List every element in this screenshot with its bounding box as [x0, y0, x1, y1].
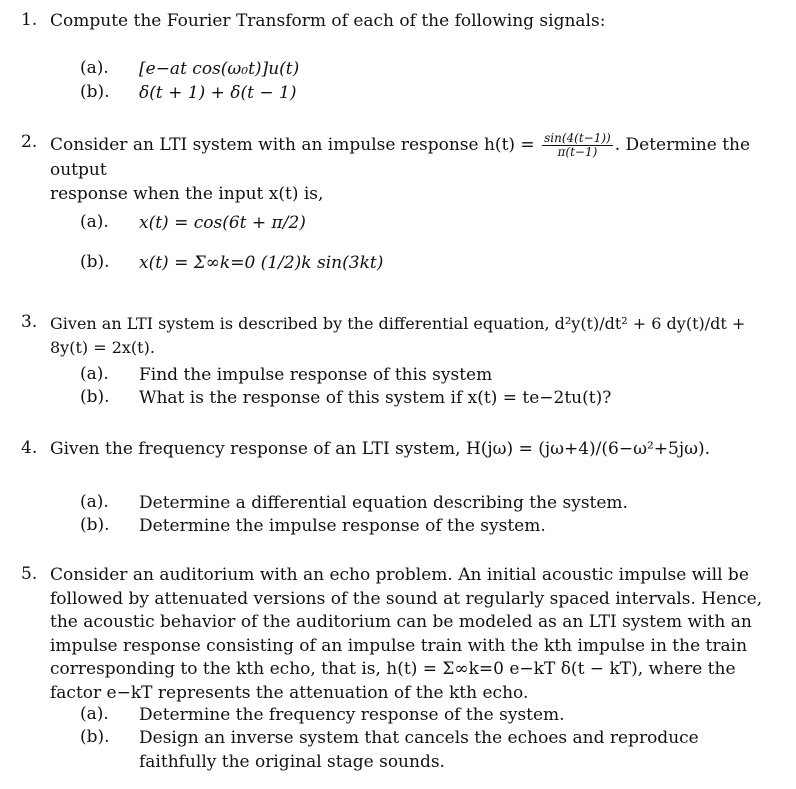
part-label: (a). [80, 364, 109, 384]
part-label: (b). [80, 82, 110, 102]
problem-text [50, 132, 788, 206]
part-label: (a). [80, 212, 109, 232]
part-label: (a). [80, 704, 109, 724]
problem-text: Given an LTI system is described by the differential equation, d²y(t)/dt² + 6 dy(t)/dt + 8y(t) = 2x(t). [50, 314, 746, 357]
part-label: (b). [80, 515, 110, 535]
part-label: (a). [80, 492, 109, 512]
problem-text: Compute the Fourier Transform of each of the following signals: [50, 11, 606, 31]
part-text: Design an inverse system that cancels the echoes and reproduce faithfully the original stage sounds. [139, 728, 699, 772]
part-text: What is the response of this system if x(t) = te−2tu(t)? [139, 388, 612, 408]
part-text: x(t) = Σ∞k=0 (1/2)k sin(3kt) [139, 253, 384, 273]
text-before: Consider an LTI system with an impulse response h(t) = [50, 135, 535, 155]
part-text: Determine the frequency response of the system. [139, 705, 565, 725]
fraction-numerator: sin(4(t−1)) [544, 131, 611, 145]
part-text: Find the impulse response of this system [139, 365, 493, 385]
problem-number: 1. [21, 10, 38, 30]
problem-number: 5. [21, 564, 38, 584]
text-after: . Determine the output [50, 135, 751, 180]
part-text: [e−at cos(ω₀t)]u(t) [139, 59, 300, 79]
text-line-2: response when the input x(t) is, [50, 183, 324, 204]
part-label: (a). [80, 58, 109, 78]
part-label: (b). [80, 387, 110, 407]
part-text: δ(t + 1) + δ(t − 1) [139, 83, 297, 103]
part-text: Determine a differential equation describing the system. [139, 493, 628, 513]
part-label: (b). [80, 252, 110, 272]
problem-text: Given the frequency response of an LTI system, H(jω) = (jω+4)/(6−ω²+5jω). [50, 439, 711, 459]
part-label: (b). [80, 727, 110, 747]
problem-number: 2. [21, 132, 38, 152]
part-text: x(t) = cos(6t + π/2) [139, 213, 306, 233]
fraction-denominator: π(t−1) [557, 145, 598, 159]
impulse-response-fraction [542, 132, 613, 159]
problem-text: Consider an auditorium with an echo problem. An initial acoustic impulse will be followed by attenuated versions of the sound at regularly spaced intervals. Hence, the acoustic behavior of the auditorium can be modeled as an LTI system with an impulse response consisting of an impulse train with the kth impulse in the train corresponding to the kth echo, that is, h(t) = Σ∞k=0 e−kT δ(t − kT), where the factor e−kT represents the attenuation of the kth echo. [50, 565, 763, 703]
problem-number: 3. [21, 312, 38, 332]
problem-number: 4. [21, 438, 38, 458]
part-text: Determine the impulse response of the system. [139, 516, 546, 536]
